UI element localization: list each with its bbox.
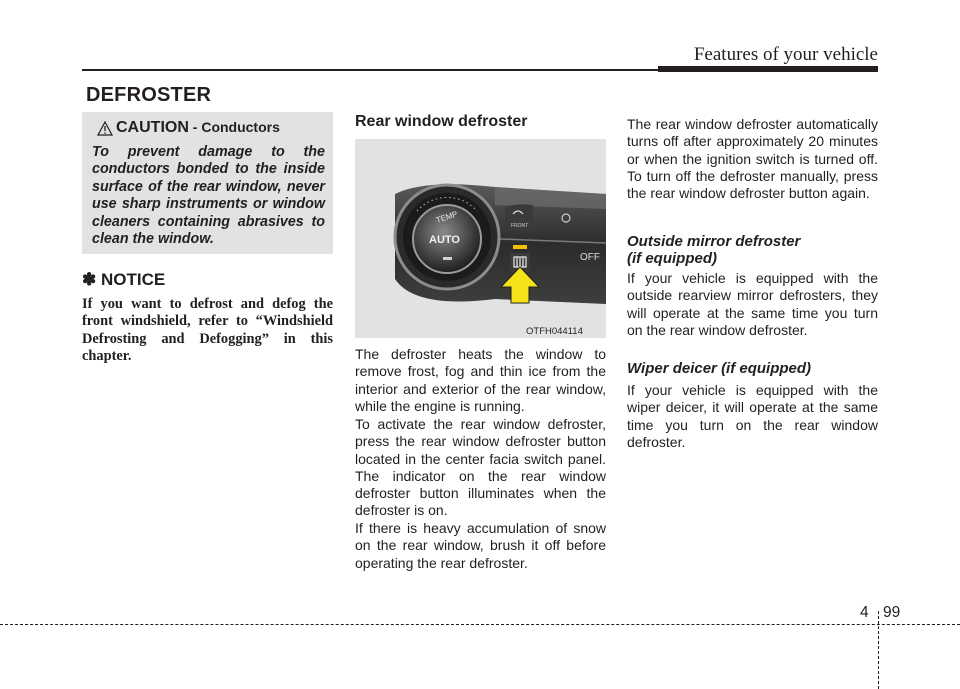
mirror-heading-line-1: Outside mirror defroster (627, 233, 801, 250)
notice-heading: ✽ NOTICE (82, 270, 166, 289)
mirror-heading-line-2: (if equipped) (627, 250, 717, 267)
figure-label: OTFH044114 (526, 326, 583, 337)
header-rule-accent (658, 66, 878, 72)
temp-label: TEMP (434, 209, 459, 225)
running-header-title: Features of your vehicle (693, 44, 878, 65)
rear-defroster-paragraph-1: The defroster heats the window to remove frost, fog and thin ice from the interior and exterior of the rear window, while the engine is running. (355, 346, 606, 414)
caution-title: CAUTION (116, 119, 189, 136)
chapter-number: 4 (860, 604, 869, 621)
wiper-paragraph: If your vehicle is equipped with the wiper deicer, it will operate at the same time you turn on the rear window defroster. (627, 382, 878, 450)
footer-divider (878, 611, 879, 689)
rear-defrost-indicator (513, 245, 527, 249)
mirror-paragraph: If your vehicle is equipped with the outside rearview mirror defrosters, they will operate at the same time you turn on the rear window defroster. (627, 270, 878, 338)
caution-heading (116, 119, 280, 137)
section-title: DEFROSTER (86, 84, 212, 106)
warning-triangle-icon (97, 121, 113, 136)
climate-control-figure (355, 139, 606, 338)
auto-label: AUTO (429, 234, 460, 246)
rear-defroster-paragraph-3: If there is heavy accumulation of snow on the rear window, brush it off before operating the rear defroster. (355, 520, 606, 571)
wiper-deicer-heading: Wiper deicer (if equipped) (627, 360, 812, 377)
front-label: FRONT (511, 223, 529, 229)
outside-mirror-defroster-heading (627, 233, 800, 267)
rear-defroster-paragraph-2: To activate the rear window defroster, press the rear window defroster button located in the center facia switch panel. The indicator on the rear window defroster button illuminates when the defroster is on. (355, 416, 606, 519)
climate-control-illustration (355, 139, 606, 338)
caution-text: To prevent damage to the conductors bonded to the inside surface of the rear window, never use sharp instruments or window cleaners containing abrasives to clean the window. (92, 144, 325, 248)
rear-window-defroster-heading: Rear window defroster (355, 113, 528, 130)
notice-text: If you want to defrost and defog the front windshield, refer to “Windshield Defrosting and Defogging” in this chapter. (82, 296, 333, 365)
page-number: 99 (883, 604, 901, 621)
caution-subtitle: - Conductors (188, 119, 280, 135)
auto-off-paragraph: The rear window defroster automatically turns off after approximately 20 minutes or when the ignition switch is turned off. To turn off the defroster manually, press the rear window defroster button again. (627, 116, 878, 202)
off-label: OFF (580, 252, 600, 263)
footer-rule (0, 624, 960, 625)
